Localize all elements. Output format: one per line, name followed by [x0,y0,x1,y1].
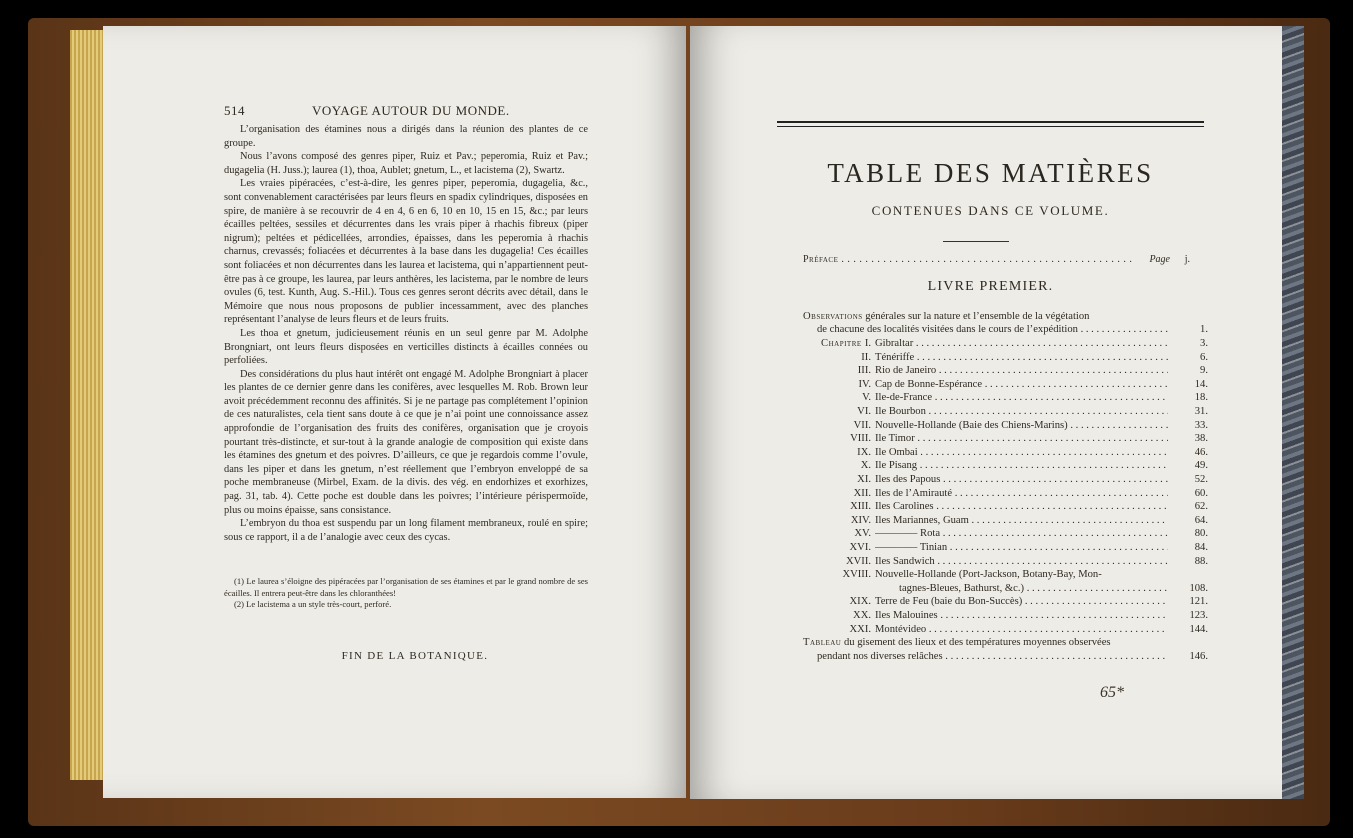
toc-entry [803,432,1208,446]
toc-entry [803,419,1208,433]
entry-page: 3. [1200,338,1208,349]
entry-page: 121. [1189,596,1208,608]
preface-page: j. [1184,254,1190,265]
toc-entry [803,650,1208,664]
chapter-number: XVII. [845,555,871,567]
entry-text: du gisement des lieux et des températures moyennes observées [841,637,1111,649]
entry-title: Ile Bourbon . . . [875,405,1168,418]
entry-page: 144. [1189,623,1208,635]
entry-page: 38. [1194,433,1208,445]
toc-entry [803,473,1208,487]
paragraph: Des considérations du plus haut intérêt ont engagé M. Adolphe Brongniart à placer les plantes de ce dernier genre dans les conifères, avec lesquelles M. Rob. Brown leur avoit précédemment reconnu des affinités. Si je ne partage pas complétement l’opinion de ces naturalistes, cela tient sans doute à ce que je n’ai point une connoissance assez approfondie de l’organisation des fruits des conifères, organisation que je croyois pourtant très-distincte, et sur-tout à la grande analogie de composition qui existe dans les étamines des gnetum et des poivres. D’ailleurs, ce que je regardois comme l’ovule, dans les piper et dans les gnetum, n’est réellement que l’embryon enveloppé de sa poche membraneuse (Mirbel, Exam. de la divis. des vég. en endorhizes et exorhizes, pag. 31, tab. 4). Cette poche est double dans les poivres; l’intérieure périspermoïde, plus ou moins épaisse, sans consistance. [224,368,588,516]
toc-entry [803,568,1208,582]
entry-title: ———— Rota . . . [875,527,1168,540]
toc-entry [803,323,1208,337]
divider [943,241,1009,242]
top-rule [777,121,1204,123]
marbled-endpaper [1282,26,1304,799]
chapter-number: V. [862,392,871,404]
toc-entry [803,514,1208,528]
footnote: (1) Le laurea s’éloigne des pipéracées par l’organisation de ses étamines et par le grand nombre de ses écailles. Il entrera peut-être dans les chloranthées! [224,576,588,598]
entry-title: Ile-de-France . . . [875,391,1168,404]
page-subtitle: CONTENUES DANS CE VOLUME. [871,203,1110,218]
preface-label: Préface . . . [803,254,1135,265]
entry-page: 1. [1200,324,1208,335]
entry-title [803,636,1208,649]
paragraph: L’embryon du thoa est suspendu par un long filament membraneux, roulé en spire; sous ce rapport, il a de l’analogie avec ceux des cycas. [224,518,588,543]
toc-entry [803,636,1208,650]
toc-entry [803,337,1208,351]
paragraph: Nous l’avons composé des genres piper, Ruiz et Pav.; peperomia, Ruiz et Pav.; dugagelia (H. Juss.); laurea (1), thoa, Aublet; gnetum, L., et lacistema (2), Swartz. [224,151,588,176]
entry-title: Nouvelle-Hollande (Port-Jackson, Botany-Bay, Mon- [875,569,1102,581]
chapter-number: XVI. [849,542,871,553]
toc-entry [803,405,1208,419]
entry-page: 64. [1194,514,1208,526]
chapter-number: III. [857,365,871,377]
entry-title: Iles Mariannes, Guam . . . [875,514,1168,527]
chapter-number: VI. [857,406,871,417]
toc-entry [803,364,1208,378]
toc-entry [803,351,1208,365]
entry-title: ———— Tinian . . . [875,541,1168,554]
entry-title: Iles Carolines . . . [875,500,1168,513]
paragraph: Les thoa et gnetum, judicieusement réunis en un seul genre par M. Adolphe Brongniart, ont leurs fleurs disposées en verticilles distincts à écailles connées ou perfoliées. [224,327,588,367]
chapter-number: II. [861,351,871,363]
chapter-number: IX. [857,446,871,458]
closing-line: FIN DE LA BOTANIQUE. [341,650,489,662]
signature-mark: 65* [1100,684,1124,701]
chapter-number: XIII. [850,501,871,513]
part-heading: LIVRE PREMIER. [927,279,1054,294]
chapter-number: VIII. [850,433,871,445]
page-number: 514 [224,103,245,118]
footnotes [224,576,588,611]
entry-title: Iles Sandwich . . . [875,555,1168,568]
chapter-numeral: I. [864,338,871,349]
entry-page: 60. [1194,487,1208,499]
toc-entry [803,555,1208,569]
entry-page: 146. [1189,650,1208,662]
entry-page: 46. [1194,446,1208,458]
chapter-number: XI. [857,474,871,485]
entry-title: Ile Pisang . . . [875,459,1168,472]
toc-entry [803,378,1208,392]
chapter-number: XVIII. [842,569,871,581]
running-title: VOYAGE AUTOUR DU MONDE. [312,103,510,118]
entry-page: 108. [1189,582,1208,594]
body-text [224,123,588,544]
entry-text: générales sur la nature et l’ensemble de la végétation [865,311,1090,322]
toc-entry [803,623,1208,637]
entry-lead: Observations [803,311,863,322]
entry-title: Ténériffe . . . [875,351,1168,364]
entry-page: 18. [1194,392,1208,404]
entry-title: Nouvelle-Hollande (Baie des Chiens-Marins) . . . [875,419,1168,432]
chapter-number [803,337,871,350]
entry-page: 31. [1194,406,1208,417]
entry-title: Montévideo . . . [875,623,1168,636]
entry-page: 14. [1194,378,1208,390]
chapter-number: XII. [853,487,871,499]
toc-entry [803,446,1208,460]
chapter-number: X. [860,460,871,472]
paragraph: L’organisation des étamines nous a dirigés dans la réunion des plantes de ce groupe. [224,124,588,149]
entry-page: 84. [1194,542,1208,553]
entry-page: 33. [1194,419,1208,431]
toc-entry [803,595,1208,609]
entry-title: Terre de Feu (baie du Bon-Succès) . . . [875,595,1168,608]
footnote: (2) Le lacistema a un style très-court, perforé. [234,599,392,609]
page-label: Page [1149,254,1170,265]
entry-title: Cap de Bonne-Espérance . . . [875,378,1168,391]
top-rule-thin [777,126,1204,127]
chapter-number: IV. [858,378,871,390]
chapter-number: XIX. [849,596,871,608]
toc-entry [803,582,1208,596]
entry-title [803,310,1208,323]
entry-title: de chacune des localités visitées dans le cours de l’expédition . . . [817,323,1168,336]
toc-entry [803,391,1208,405]
entry-title: Ile Timor . . . [875,432,1168,445]
table-of-contents [803,310,1208,690]
toc-entry [803,541,1208,555]
chapter-number: XV. [854,528,871,540]
entry-lead: Tableau [803,637,842,649]
entry-title: Iles des Papous . . . [875,473,1168,486]
chapter-number: XX. [853,610,871,621]
toc-entry [803,500,1208,514]
toc-entry [803,527,1208,541]
entry-title: tagnes-Bleues, Bathurst, &c.) . . . [899,582,1168,595]
entry-page: 52. [1194,474,1208,485]
entry-title: Ile Ombai . . . [875,446,1168,459]
chapter-number: XIV. [850,514,871,526]
chapter-number: VII. [853,419,871,431]
entry-title: pendant nos diverses relâches . . . [817,650,1168,663]
toc-entry [803,310,1208,324]
entry-page: 6. [1200,351,1208,363]
entry-title: Gibraltar . . . [875,337,1168,350]
entry-title: Rio de Janeiro . . . [875,364,1168,377]
chapter-number: XXI. [849,623,871,635]
entry-page: 9. [1200,365,1208,377]
page-title: TABLE DES MATIÈRES [827,158,1154,188]
paragraph: Les vraies pipéracées, c’est-à-dire, les genres piper, peperomia, dugagelia, &c., sont convenablement caractérisées par leurs fleurs en spadix cylindriques, disposées en spire, de manière à se recouvrir de 4 en 4, 6 en 6, 10 en 10, 15 en 15, &c.; par leurs écailles peltées, sessiles et décurrentes dans les vrais piper à rhachis fibreux (piper nigrum); peltées et pédicellées, arrondies, épaisses, dans les peperomia à rhachis charnus, crevassés; foliacées et décurrentes à la base dans les dugagelia! Ces écailles sont foliacées et non décurrentes dans les laurea et lacistema, qui n’appartiennent peut-être pas à ce groupe, les laurea, par leurs anthères, les lacistema, par le nombre de leurs ovules (6, test. Kunth, Aug. S.-Hil.). Tous ces genres seront décrits avec détail, dans le Mémoire que nous nous proposons de publier incessamment, avec des planches représentant l’analyse de leurs fleurs et de leurs fruits. [224,178,588,326]
entry-page: 62. [1194,501,1208,513]
toc-entry [803,609,1208,623]
entry-page: 88. [1194,555,1208,567]
entry-page: 49. [1194,460,1208,472]
entry-title: Iles de l’Amirauté . . . [875,487,1168,500]
toc-entry [803,459,1208,473]
chapter-label: Chapitre [821,338,865,349]
toc-entry [803,487,1208,501]
entry-page: 80. [1194,528,1208,540]
entry-page: 123. [1189,610,1208,621]
entry-title: Iles Malouines . . . [875,609,1168,622]
